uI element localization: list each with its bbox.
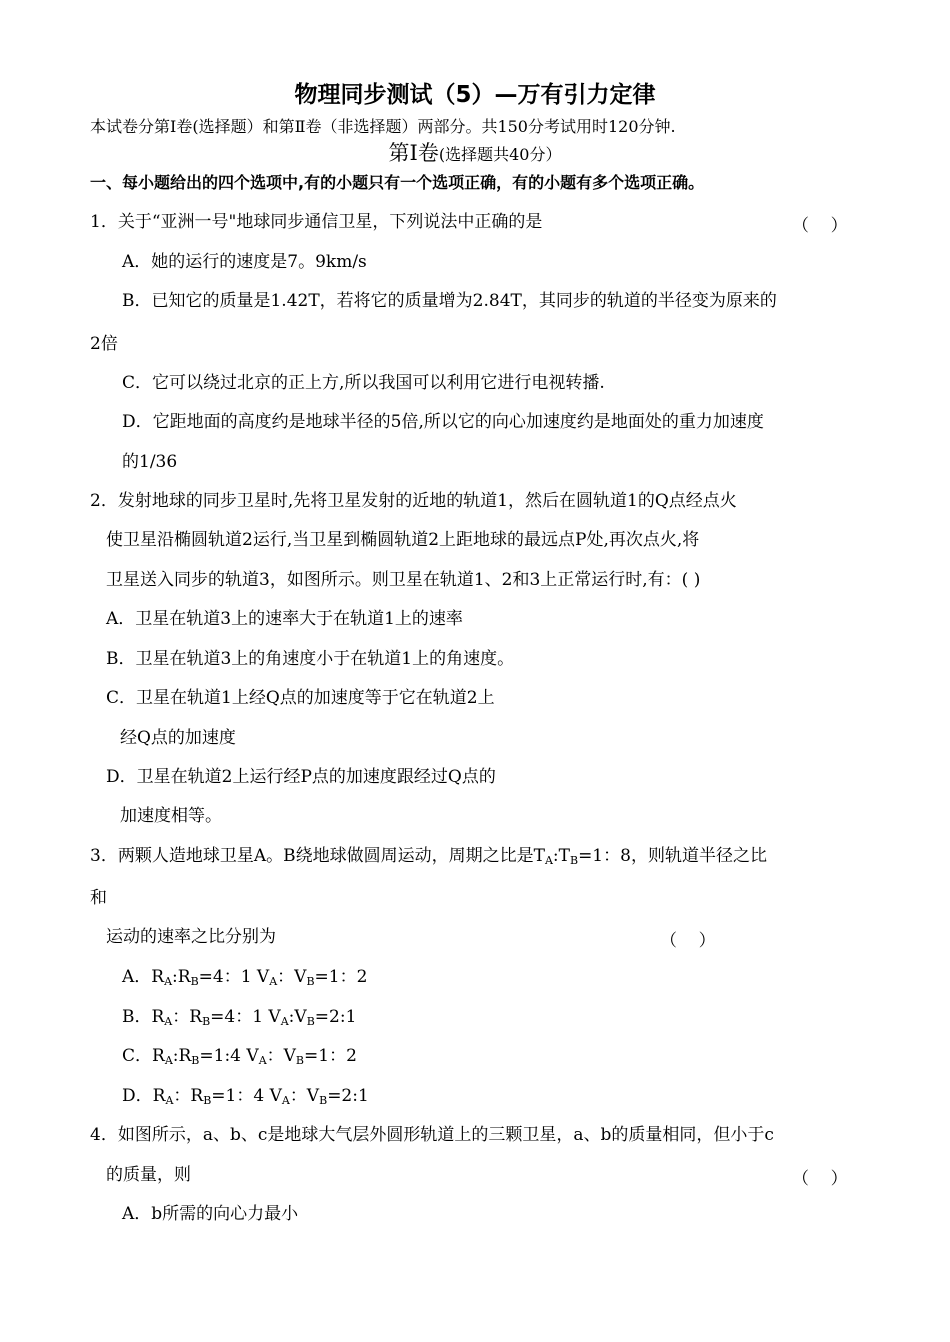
q1-option-a: A．她的运行的速度是7。9km/s xyxy=(122,252,367,272)
q4-answer-blank: （ ） xyxy=(792,1169,848,1189)
q1-option-d: D．它距地面的高度约是地球半径的5倍,所以它的向心加速度约是地面处的重力加速度 xyxy=(122,412,764,432)
q3-a-ratio-v: =4：1 V xyxy=(198,967,270,987)
q3-c-r: C．R xyxy=(122,1046,165,1066)
q4-option-a: A．b所需的向心力最小 xyxy=(122,1204,299,1224)
q3-d-ratio-v: =1：4 V xyxy=(211,1086,282,1106)
q1-option-b-continued: 2倍 xyxy=(90,334,118,354)
q3-stem-part1: 3．两颗人造地球卫星A。B绕地球做圆周运动，周期之比是T xyxy=(90,846,545,866)
subscript-a: A xyxy=(281,1094,290,1107)
q3-stem-line1 xyxy=(90,845,767,867)
q3-b-ratio-v: =4：1 V xyxy=(210,1007,281,1027)
subscript-b: B xyxy=(306,1015,315,1028)
subscript-a: A xyxy=(544,854,553,867)
q2-stem-line2: 使卫星沿椭圆轨道2运行,当卫星到椭圆轨道2上距地球的最远点P处,再次点火,将 xyxy=(106,530,700,550)
q2-option-b: B．卫星在轨道3上的角速度小于在轨道1上的角速度。 xyxy=(106,649,515,669)
subscript-a: A xyxy=(165,1094,174,1107)
q1-answer-blank: （ ） xyxy=(792,216,848,236)
q3-option-d xyxy=(122,1085,369,1107)
q3-b-r: B．R xyxy=(122,1007,165,1027)
q1-option-c: C．它可以绕过北京的正上方,所以我国可以利用它进行电视转播. xyxy=(122,373,605,393)
q2-stem-line3: 卫星送入同步的轨道3，如图所示。则卫星在轨道1、2和3上正常运行时,有：( ) xyxy=(106,570,701,590)
q1-option-d-continued: 的1/36 xyxy=(122,452,178,472)
q3-d-vb: ：V xyxy=(289,1086,320,1106)
exam-intro: 本试卷分第Ⅰ卷(选择题）和第Ⅱ卷（非选择题）两部分。共150分考试用时120分钟. xyxy=(90,117,676,136)
q3-option-b xyxy=(122,1006,356,1028)
section-heading xyxy=(0,142,950,166)
q3-c-rb: :R xyxy=(172,1046,192,1066)
subscript-a: A xyxy=(258,1054,267,1067)
q3-c-ratio-v: =1:4 V xyxy=(199,1046,259,1066)
q3-a-r: A．R xyxy=(122,967,165,987)
subscript-a: A xyxy=(280,1015,289,1028)
q3-stem-part2: :T xyxy=(552,846,570,866)
q3-d-ratio: =2:1 xyxy=(327,1086,369,1106)
q3-c-vb: ：V xyxy=(266,1046,296,1066)
page-title: 物理同步测试（5）—万有引力定律 xyxy=(294,82,656,108)
q3-a-ratio: =1：2 xyxy=(314,967,368,987)
q2-option-c: C．卫星在轨道1上经Q点的加速度等于它在轨道2上 xyxy=(106,688,495,708)
section-heading-main: 第Ⅰ卷 xyxy=(388,141,439,165)
q2-option-d-continued: 加速度相等。 xyxy=(120,806,222,826)
subscript-a: A xyxy=(269,975,278,988)
q1-option-b: B．已知它的质量是1.42T，若将它的质量增为2.84T，其同步的轨道的半径变为原来的 xyxy=(122,291,777,311)
q3-answer-blank: （ ） xyxy=(660,931,716,951)
subscript-a: A xyxy=(164,1015,173,1028)
q3-c-ratio: =1：2 xyxy=(304,1046,357,1066)
subscript-b: B xyxy=(569,854,579,867)
q3-d-r: D．R xyxy=(122,1086,166,1106)
q3-option-a xyxy=(122,966,367,988)
q3-stem-part3: =1：8，则轨道半径之比 xyxy=(578,846,767,866)
subscript-a: A xyxy=(164,975,173,988)
subscript-a: A xyxy=(164,1054,173,1067)
q3-a-vb: ：V xyxy=(277,967,307,987)
subscript-b: B xyxy=(306,975,315,988)
q4-stem-line1: 4．如图所示，a、b、c是地球大气层外圆形轨道上的三颗卫星，a、b的质量相同，但小于c xyxy=(90,1125,774,1145)
subscript-b: B xyxy=(203,1094,212,1107)
q3-option-c xyxy=(122,1045,357,1067)
subscript-b: B xyxy=(319,1094,328,1107)
q3-b-rb: ：R xyxy=(172,1007,203,1027)
subscript-b: B xyxy=(191,1054,200,1067)
section-heading-note: (选择题共40分） xyxy=(438,145,562,164)
q2-stem-line1: 2．发射地球的同步卫星时,先将卫星发射的近地的轨道1，然后在圆轨道1的Q点经点火 xyxy=(90,491,737,511)
q2-option-d: D．卫星在轨道2上运行经P点的加速度跟经过Q点的 xyxy=(106,767,496,787)
q3-b-vb: :V xyxy=(288,1007,307,1027)
q2-option-a: A．卫星在轨道3上的速率大于在轨道1上的速率 xyxy=(106,609,463,629)
q3-a-rb: :R xyxy=(172,967,191,987)
q2-option-c-continued: 经Q点的加速度 xyxy=(120,728,236,748)
q4-stem-line2: 的质量，则 xyxy=(106,1165,191,1185)
subscript-b: B xyxy=(202,1015,211,1028)
q3-d-rb: ：R xyxy=(173,1086,204,1106)
subscript-b: B xyxy=(295,1054,305,1067)
instruction-text: 一、每小题给出的四个选项中,有的小题只有一个选项正确，有的小题有多个选项正确。 xyxy=(90,173,705,192)
q3-stem-line3: 运动的速率之比分别为 xyxy=(106,927,276,947)
q3-b-ratio: =2:1 xyxy=(314,1007,357,1027)
q3-stem-line2: 和 xyxy=(90,888,107,908)
q1-stem: 1．关于“亚洲一号"地球同步通信卫星，下列说法中正确的是 xyxy=(90,212,543,232)
subscript-b: B xyxy=(190,975,199,988)
